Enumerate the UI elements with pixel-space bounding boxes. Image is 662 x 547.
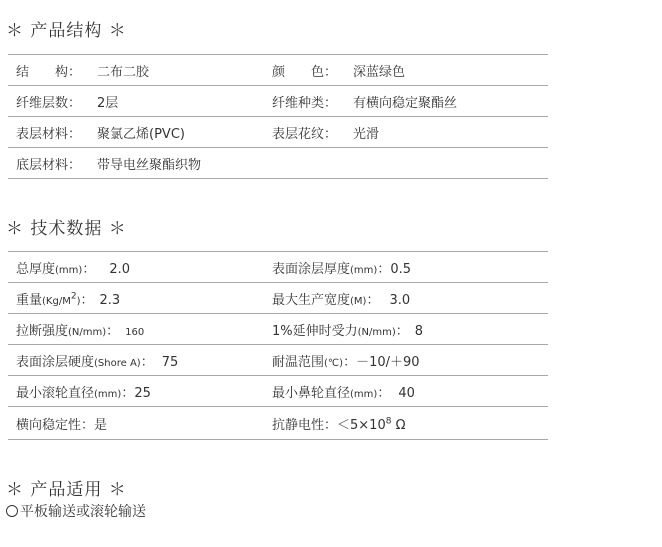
spec-label: 表层花纹：	[272, 126, 338, 142]
spec-value: 25	[134, 385, 151, 401]
table-row	[8, 86, 548, 117]
colon: ：	[80, 292, 94, 308]
spec-value: 二布二胶	[97, 64, 150, 80]
spec-value: ＜5×10	[337, 417, 386, 433]
spec-value-unit: Ω	[391, 417, 406, 433]
table-row	[8, 148, 548, 179]
spec-label: 1%延伸时受力	[272, 323, 358, 339]
section-title-structure: ＊ 产品结构 ＊	[6, 21, 127, 41]
table-row	[8, 376, 548, 407]
spec-label: 最小滚轮直径	[16, 385, 95, 401]
table-cell	[8, 61, 264, 80]
table-cell	[8, 320, 264, 339]
table-cell	[8, 351, 264, 370]
spec-value: 0.5	[390, 261, 412, 277]
table-cell	[8, 154, 264, 173]
unit-label: (℃)	[324, 357, 344, 369]
spec-label: 重量	[16, 292, 43, 308]
spec-label: 横向稳定性：	[16, 417, 95, 433]
colon: ：	[343, 354, 357, 370]
unit-label: (mm)	[94, 388, 122, 400]
unit-superscript: 2	[70, 291, 77, 302]
table-row	[8, 407, 548, 440]
unit-label: (M)	[350, 295, 367, 307]
spec-value: 带导电丝聚酯织物	[97, 157, 202, 173]
table-cell	[8, 414, 264, 433]
spec-label: 表层材料：	[16, 126, 82, 142]
spec-value: 光滑	[353, 126, 380, 142]
colon: ：	[106, 323, 120, 339]
unit-label: (mm)	[350, 388, 378, 400]
unit-label: (N/mm)	[68, 326, 107, 338]
colon: ：	[82, 261, 96, 277]
apply-item	[6, 501, 146, 521]
circle-bullet-icon	[6, 505, 18, 517]
table-row	[8, 117, 548, 148]
table-cell	[8, 289, 264, 308]
spec-label: 表面涂层厚度	[272, 261, 351, 277]
spec-label: 纤维种类：	[272, 95, 338, 111]
spec-value: 160	[125, 326, 145, 338]
colon: ：	[140, 354, 154, 370]
table-cell	[264, 351, 548, 370]
spec-label: 颜 色：	[272, 64, 338, 80]
table-cell	[264, 123, 548, 142]
spec-value: 2层	[97, 95, 119, 111]
colon: ：	[377, 385, 391, 401]
spec-label: 拉断强度	[16, 323, 69, 339]
spec-label: 结 构：	[16, 64, 82, 80]
unit-label: (Shore A)	[94, 357, 141, 369]
spec-value: 75	[161, 354, 179, 370]
spec-value: 2.0	[109, 261, 131, 277]
table-row	[8, 283, 548, 314]
spec-value: 2.3	[99, 292, 121, 308]
apply-text: 平板输送或滚轮输送	[20, 504, 146, 520]
spec-value: 有横向稳定聚酯丝	[353, 95, 458, 111]
spec-value: 是	[94, 417, 108, 433]
table-cell	[264, 289, 548, 308]
table-cell	[8, 258, 264, 277]
spec-value: 3.0	[389, 292, 411, 308]
spec-label: 底层材料：	[16, 157, 82, 173]
table-cell	[264, 382, 548, 401]
spec-label: 纤维层数：	[16, 95, 82, 111]
spec-label: 最小鼻轮直径	[272, 385, 351, 401]
table-cell	[264, 320, 548, 339]
unit-label: )	[76, 295, 81, 307]
colon: ：	[366, 292, 380, 308]
value-superscript: 8	[385, 416, 392, 427]
table-cell	[264, 92, 548, 111]
colon: ：	[377, 261, 391, 277]
colon: ：	[395, 323, 409, 339]
section-title-tech: ＊ 技术数据 ＊	[6, 219, 127, 239]
table-cell	[8, 92, 264, 111]
unit-label: (N/mm)	[357, 326, 396, 338]
spec-value: 8	[414, 323, 424, 339]
spec-label: 抗静电性：	[272, 417, 338, 433]
unit-label: (Kg/M	[42, 295, 71, 307]
section-title-apply: ＊ 产品适用 ＊	[6, 480, 127, 500]
table-cell	[264, 156, 548, 171]
spec-label: 表面涂层硬度	[16, 354, 95, 370]
table-cell	[8, 382, 264, 401]
structure-table	[8, 54, 548, 179]
table-cell	[264, 61, 548, 80]
tech-table	[8, 251, 548, 440]
table-row	[8, 55, 548, 86]
spec-value: －10/＋90	[356, 354, 420, 370]
table-cell	[264, 258, 548, 277]
spec-value: 深蓝绿色	[353, 64, 406, 80]
table-cell	[8, 123, 264, 142]
spec-label: 耐温范围	[272, 354, 325, 370]
table-row	[8, 252, 548, 283]
table-row	[8, 314, 548, 345]
spec-value: 40	[398, 385, 415, 401]
spec-value: 聚氯乙烯(PVC)	[97, 126, 185, 142]
colon: ：	[121, 385, 135, 401]
unit-label: (mm)	[350, 264, 378, 276]
table-row	[8, 345, 548, 376]
spec-label: 最大生产宽度	[272, 292, 351, 308]
table-cell	[264, 414, 548, 433]
unit-label: (mm)	[55, 264, 83, 276]
spec-label: 总厚度	[16, 261, 56, 277]
